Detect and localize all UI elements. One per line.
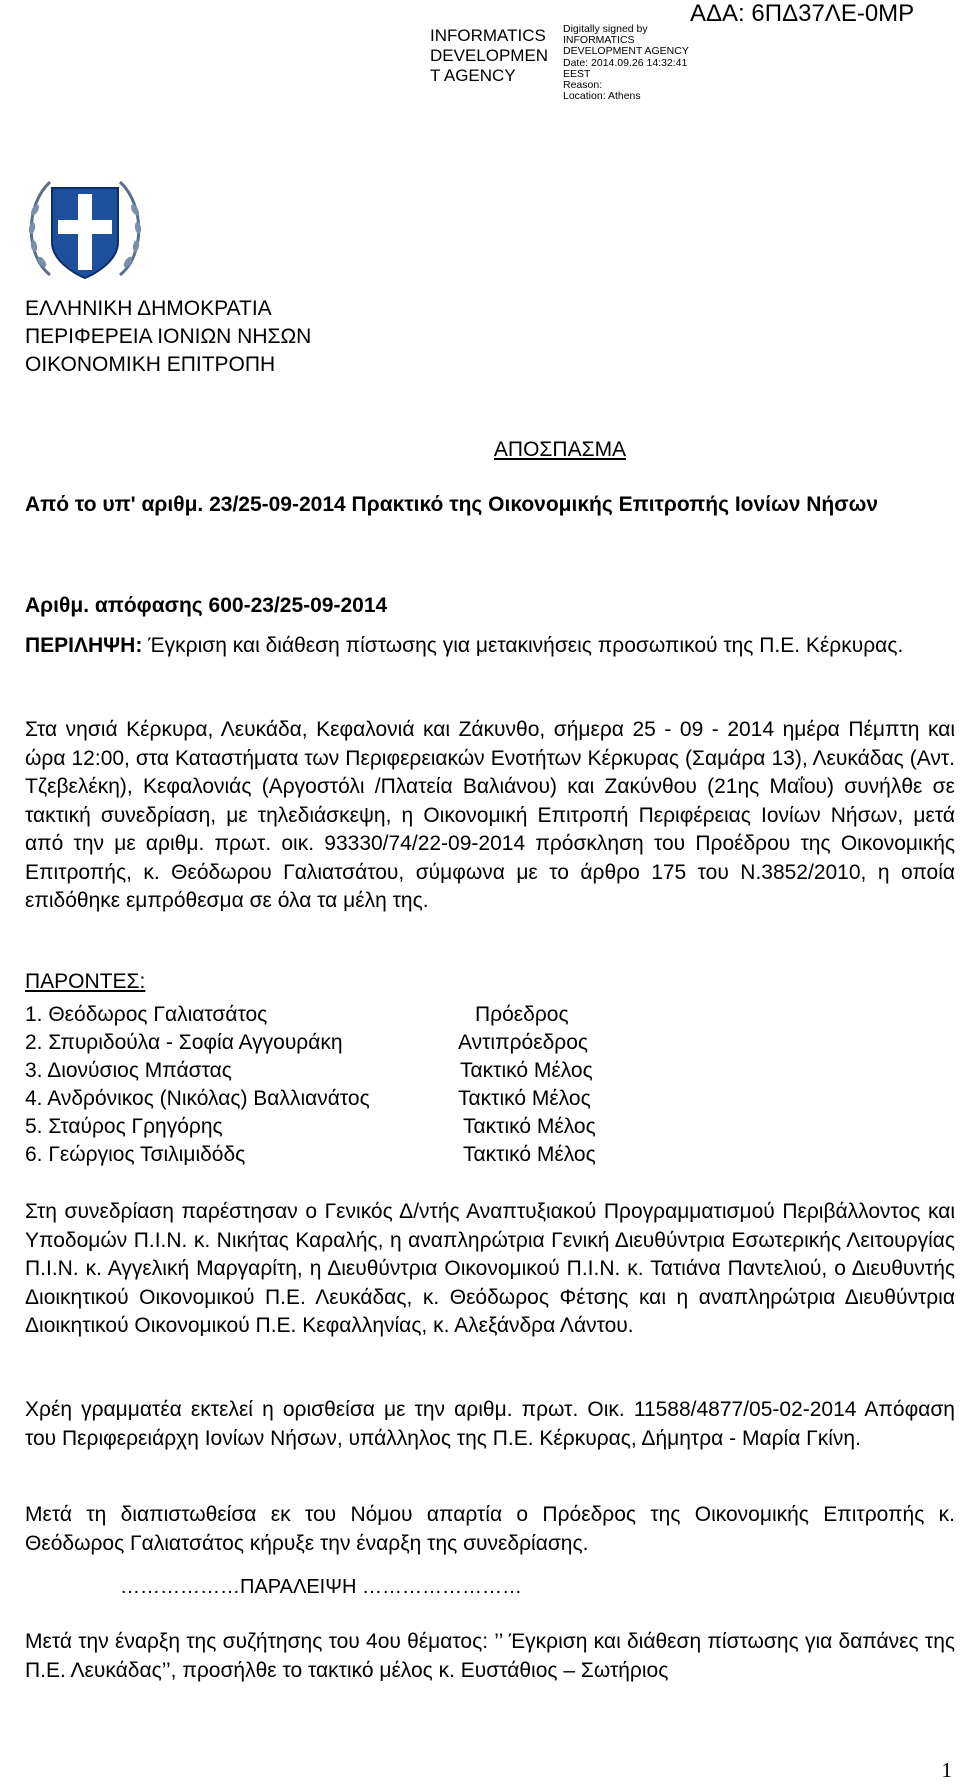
member-role: Τακτικό Μέλος	[463, 1143, 596, 1166]
secretary-paragraph: Χρέη γραμματέα εκτελεί η ορισθείσα με την αριθμ. πρωτ. Οικ. 11588/4877/05-02-2014 Απόφαση του Περιφερειάρχη Ιονίων Νήσων, υπάλληλος της Π.Ε. Κέρκυρας, Δήμητρα - Μαρία Γκίνη.	[25, 1398, 955, 1450]
signature-detail-line: Date: 2014.09.26 14:32:41	[563, 56, 688, 69]
attendees-paragraph: Στη συνεδρίαση παρέστησαν ο Γενικός Δ/ντής Αναπτυξιακού Προγραμματισμού Περιβάλλοντος και Υποδομών Π.Ι.Ν. κ. Νικήτας Καραλής, η αναπληρώτρια Γενική Διευθύντρια Εσωτερικής Λειτουργίας Π.Ι.Ν. κ. Αγγελική Μαργαρίτη, η Διευθύντρια Οικονομικού Π.Ι.Ν. κ. Τατιάνα Παντελιού, ο Διευθυντής Διοικητικού Οικονομικού Π.Ε. Λευκάδας, κ. Θεόδωρος Φέτσης και η αναπληρώτρια Διευθύντρια Διοικητικού Οικονομικού Π.Ε. Κεφαλληνίας, κ. Αλεξάνδρα Λάντου.	[25, 1200, 955, 1337]
signature-agency-line: INFORMATICS	[430, 26, 546, 45]
header-line: ΠΕΡΙΦΕΡΕΙΑ ΙΟΝΙΩΝ ΝΗΣΩΝ	[25, 325, 312, 348]
member-role: Τακτικό Μέλος	[460, 1059, 593, 1082]
summary-text: Έγκριση και διάθεση πίστωσης για μετακινήσεις προσωπικού της Π.Ε. Κέρκυρας.	[142, 634, 904, 657]
signature-detail-line: DEVELOPMENT AGENCY	[563, 45, 689, 58]
present-label: ΠΑΡΟΝΤΕΣ:	[25, 970, 146, 993]
signature-agency-line: DEVELOPMEN	[430, 46, 549, 65]
summary-label: ΠΕΡΙΛΗΨΗ:	[25, 634, 143, 657]
header-line: ΟΙΚΟΝΟΜΙΚΗ ΕΠΙΤΡΟΠΗ	[25, 353, 276, 376]
header-line: ΕΛΛΗΝΙΚΗ ΔΗΜΟΚΡΑΤΙΑ	[25, 297, 272, 320]
document-title: ΑΠΟΣΠΑΣΜΑ	[493, 438, 627, 461]
quorum-paragraph: Μετά τη διαπιστωθείσα εκ του Νόμου απαρτία ο Πρόεδρος της Οικονομικής Επιτροπής κ. Θεόδωρος Γαλιατσάτος κήρυξε την έναρξη της συνεδρίασης.	[25, 1503, 955, 1555]
member-name: 4. Ανδρόνικος (Νικόλας) Βαλλιανάτος	[25, 1087, 370, 1110]
page-number: 1	[941, 1758, 952, 1782]
topic-paragraph: Μετά την έναρξη της συζήτησης του 4ου θέματος: ’’ Έγκριση και διάθεση πίστωσης για δαπάνες της Π.Ε. Λευκάδας’’, προσήλθε το τακτικό μέλος κ. Ευστάθιος – Σωτήριος	[25, 1630, 955, 1682]
signature-detail-line: Reason:	[563, 79, 603, 92]
member-name: 3. Διονύσιος Μπάστας	[25, 1059, 232, 1082]
signature-details	[563, 24, 693, 102]
signature-agency-line: T AGENCY	[430, 66, 516, 85]
summary	[25, 632, 955, 661]
member-name: 5. Σταύρος Γρηγόρης	[25, 1115, 223, 1138]
member-name: 6. Γεώργιος Τσιλιμιδόδς	[25, 1143, 246, 1166]
omission-marker: ………………ΠΑΡΑΛΕΙΨΗ ……………………	[120, 1576, 522, 1598]
member-role: Πρόεδρος	[475, 1003, 569, 1026]
member-name: 1. Θεόδωρος Γαλιατσάτος	[25, 1003, 268, 1026]
signature-detail-line: Digitally signed by	[563, 23, 648, 35]
member-role: Τακτικό Μέλος	[463, 1115, 596, 1138]
ada-code: ΑΔΑ: 6ΠΔ37ΛΕ-0ΜΡ	[690, 0, 915, 27]
member-name: 2. Σπυριδούλα - Σοφία Αγγουράκη	[25, 1031, 343, 1054]
signature-detail-line: EEST	[563, 67, 591, 80]
coat-of-arms-icon	[20, 170, 150, 290]
member-role: Τακτικό Μέλος	[458, 1087, 591, 1110]
minutes-reference: Από το υπ' αριθμ. 23/25-09-2014 Πρακτικό της Οικονομικής Επιτροπής Ιονίων Νήσων	[25, 493, 879, 516]
signature-detail-line: INFORMATICS	[563, 34, 635, 47]
intro-paragraph: Στα νησιά Κέρκυρα, Λευκάδα, Κεφαλονιά και Ζάκυνθο, σήμερα 25 - 09 - 2014 ημέρα Πέμπτη και ώρα 12:00, στα Καταστήματα των Περιφερειακών Ενοτήτων Κέρκυρας (Σαμάρα 13), Λευκάδας (Αντ. Τζεβελέκη), Κεφαλονιάς (Αργοστόλι /Πλατεία Βαλιάνου) και Ζακύνθου (21ης Μαΐου) συνήλθε σε τακτική συνεδρίαση, με τηλεδιάσκεψη, η Οικονομική Επιτροπή Περιφέρειας Ιονίων Νήσων, μετά από την με αριθμ. πρωτ. οικ. 93330/74/22-09-2014 πρόσκληση του Προέδρου της Οικονομικής Επιτροπής, κ. Θεόδωρου Γαλιατσάτου, σύμφωνα με το άρθρο 175 του Ν.3852/2010, η οποία επιδόθηκε εμπρόθεσμα σε όλα τα μέλη της.	[25, 718, 955, 912]
decision-number: Αριθμ. απόφασης 600-23/25-09-2014	[25, 594, 388, 617]
signature-detail-line: Location: Athens	[563, 90, 641, 103]
signature-agency-name	[430, 26, 550, 86]
member-role: Αντιπρόεδρος	[458, 1031, 588, 1054]
